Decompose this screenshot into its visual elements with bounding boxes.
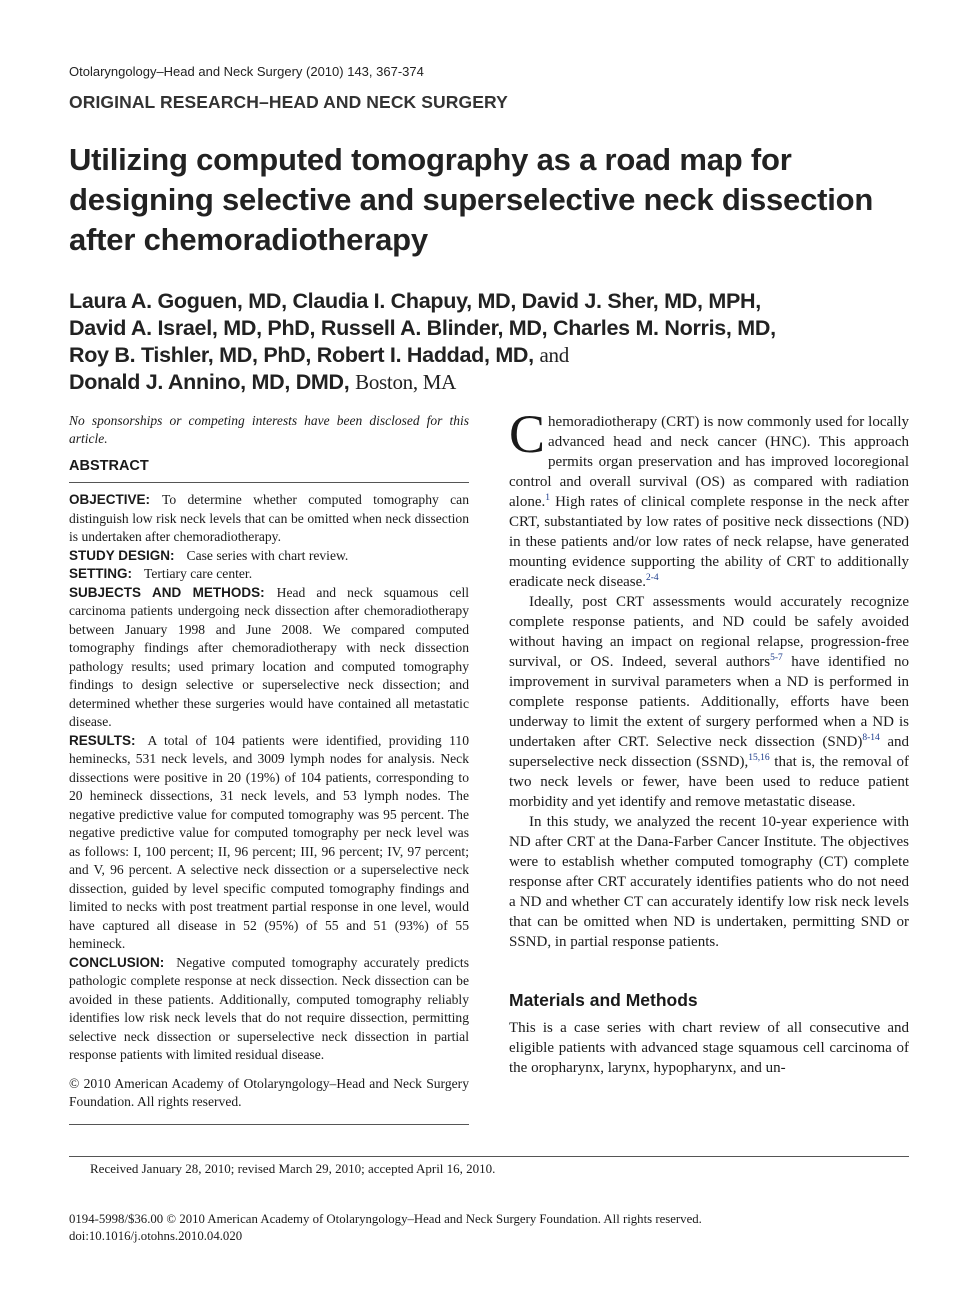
reference-link[interactable]: 8-14 [862,733,880,743]
footer-divider [69,1156,909,1157]
journal-citation: Otolaryngology–Head and Neck Surgery (2010) 143, 367-374 [69,64,424,79]
abstract-objective [69,491,469,547]
reference-link[interactable]: 1 [545,493,550,503]
authors-line-2: David A. Israel, MD, PhD, Russell A. Blinder, MD, Charles M. Norris, MD, [69,316,776,340]
authors-line-3 [69,342,939,369]
objective-label: OBJECTIVE: [69,492,151,507]
p1-text-a: hemoradiotherapy (CRT) is now commonly used for locally advanced head and neck cancer (HNC). This approach permits organ preservation and has improved locoregional control and overall survival (OS) as compared with radiation alone. [509,414,909,510]
conclusion-label: CONCLUSION: [69,954,165,970]
subjects-label: SUBJECTS AND METHODS: [69,584,265,600]
abstract-column [69,412,469,1125]
setting-label: SETTING: [69,566,132,581]
author-list [69,288,939,396]
methods-heading: Materials and Methods [509,990,698,1010]
p1-text-b: High rates of clinical complete response in the neck after CRT, substantiated by low rates of positive neck dissections (ND) in these patients and/or low rates of neck relapse, have generated mounting evidence supporting the ability of CRT to additionally eradicate neck disease. [509,494,909,590]
authors-and: and [539,343,569,367]
results-label: RESULTS: [69,732,136,748]
methods-paragraph-1: This is a case series with chart review of all consecutive and eligible patients with advanced stage squamous cell carcinoma of the oropharynx, larynx, hypopharynx, and un- [509,1020,909,1076]
body-column [509,404,910,1078]
subjects-text: Head and neck squamous cell carcinoma patients undergoing neck dissection after chemoradiotherapy between January 1998 and June 2008. We compared computed tomography findings after chemoradiotherapy with neck dissection pathology results; used primary location and computed tomography findings to design selective or superselective neck dissection; and determined whether these surgeries would have contained all metastatic disease. [69,584,469,729]
abstract-setting [69,565,469,584]
abstract-bottom-divider [69,1124,469,1125]
disclosure-note: No sponsorships or competing interests have been disclosed for this article. [69,413,469,446]
setting-text: Tertiary care center. [144,566,253,581]
issn-block [69,1211,702,1245]
authors-line-4 [69,369,939,396]
abstract-heading: ABSTRACT [69,458,149,474]
doi-line[interactable]: doi:10.1016/j.otohns.2010.04.020 [69,1229,243,1243]
p2-text-d: that is, the removal of two neck levels or fewer, have been used to reduce patient morbidity and yet identify and remove metastatic disease. [509,754,910,810]
objective-text: To determine whether computed tomography can distinguish low risk neck levels that can be omitted when neck dissection is undertaken after chemoradiotherapy. [69,492,469,544]
authors-line-3-names: Roy B. Tishler, MD, PhD, Robert I. Haddad, MD, [69,343,534,367]
reference-link[interactable]: 2-4 [646,573,659,583]
conclusion-text: Negative computed tomography accurately predicts pathologic complete response at neck dissection. Neck dissection can be avoided in these patients. Additionally, computed tomography reliably identifies low risk neck levels that do not require dissection, permitting selective neck dissection or superselective neck dissection in partial response patients with limited residual disease. [69,954,469,1062]
author-location: Boston, MA [355,370,456,394]
authors-line-4-names: Donald J. Annino, MD, DMD, [69,370,350,394]
abstract-conclusion [69,954,469,1065]
reference-link[interactable]: 15,16 [748,753,770,763]
intro-paragraph-3: In this study, we analyzed the recent 10-year experience with ND after CRT at the Dana-Farber Cancer Institute. The objectives were to establish whether computed tomography (CT) complete response after CRT accurately identifies patients who do not need a ND and whether CT can accurately identify low risk neck levels that can be omitted when ND is undertaken, permitting SND or SSND, in partial response patients. [509,814,909,950]
drop-cap: C [509,404,546,464]
issn-line: 0194-5998/$36.00 © 2010 American Academy of Otolaryngology–Head and Neck Surgery Foundation. All rights reserved. [69,1212,702,1226]
authors-line-1: Laura A. Goguen, MD, Claudia I. Chapuy, MD, David J. Sher, MD, MPH, [69,289,761,313]
received-dates: Received January 28, 2010; revised March 29, 2010; accepted April 16, 2010. [90,1161,496,1176]
article-title: Utilizing computed tomography as a road map for designing selective and superselective neck dissection after chemoradiotherapy [69,142,874,257]
section-label: ORIGINAL RESEARCH–HEAD AND NECK SURGERY [69,92,508,112]
abstract-copyright: © 2010 American Academy of Otolaryngology–Head and Neck Surgery Foundation. All rights reserved. [69,1075,469,1109]
abstract-top-divider [69,482,469,483]
abstract-subjects [69,584,469,732]
abstract-design [69,547,469,566]
p2-text-c: and superselective neck dissection (SSND), [509,734,909,770]
p2-text-b: have identified no improvement in survival parameters when a ND is performed in complete response patients. Additionally, efforts have been underway to limit the extent of surgery performed when a ND is undertaken after CRT. Selective neck dissection (SND) [509,654,910,750]
intro-paragraph-2 [509,592,909,812]
abstract-results [69,732,469,954]
reference-link[interactable]: 5-7 [770,653,783,663]
design-label: STUDY DESIGN: [69,547,175,563]
design-text: Case series with chart review. [186,547,349,563]
intro-paragraph-1 [509,404,909,592]
results-text: A total of 104 patients were identified, providing 110 heminecks, 531 neck levels, and 3009 lymph nodes for analysis. Neck dissections were positive in 20 (19%) of 104 patients, corresponding to 20 hemineck dissections, 31 neck levels, and 53 lymph nodes. The negative predictive value for computed tomography was 95 percent. The negative predictive value for computed tomography per neck level was as follows: I, 100 percent; II, 96 percent; III, 96 percent; IV, 97 percent; and V, 96 percent. A selective neck dissection or a superselective neck dissection, guided by level specific computed tomography findings and limited to necks with post treatment partial response in one level, would have captured all disease in 52 (95%) of 55 and 51 (93%) of 55 hemineck. [69,732,469,951]
p2-text-a: Ideally, post CRT assessments would accurately recognize complete response patients, and ND could be safely avoided without having an impact on regional relapse, progression-free survival, or OS. Indeed, several authors [509,594,909,670]
